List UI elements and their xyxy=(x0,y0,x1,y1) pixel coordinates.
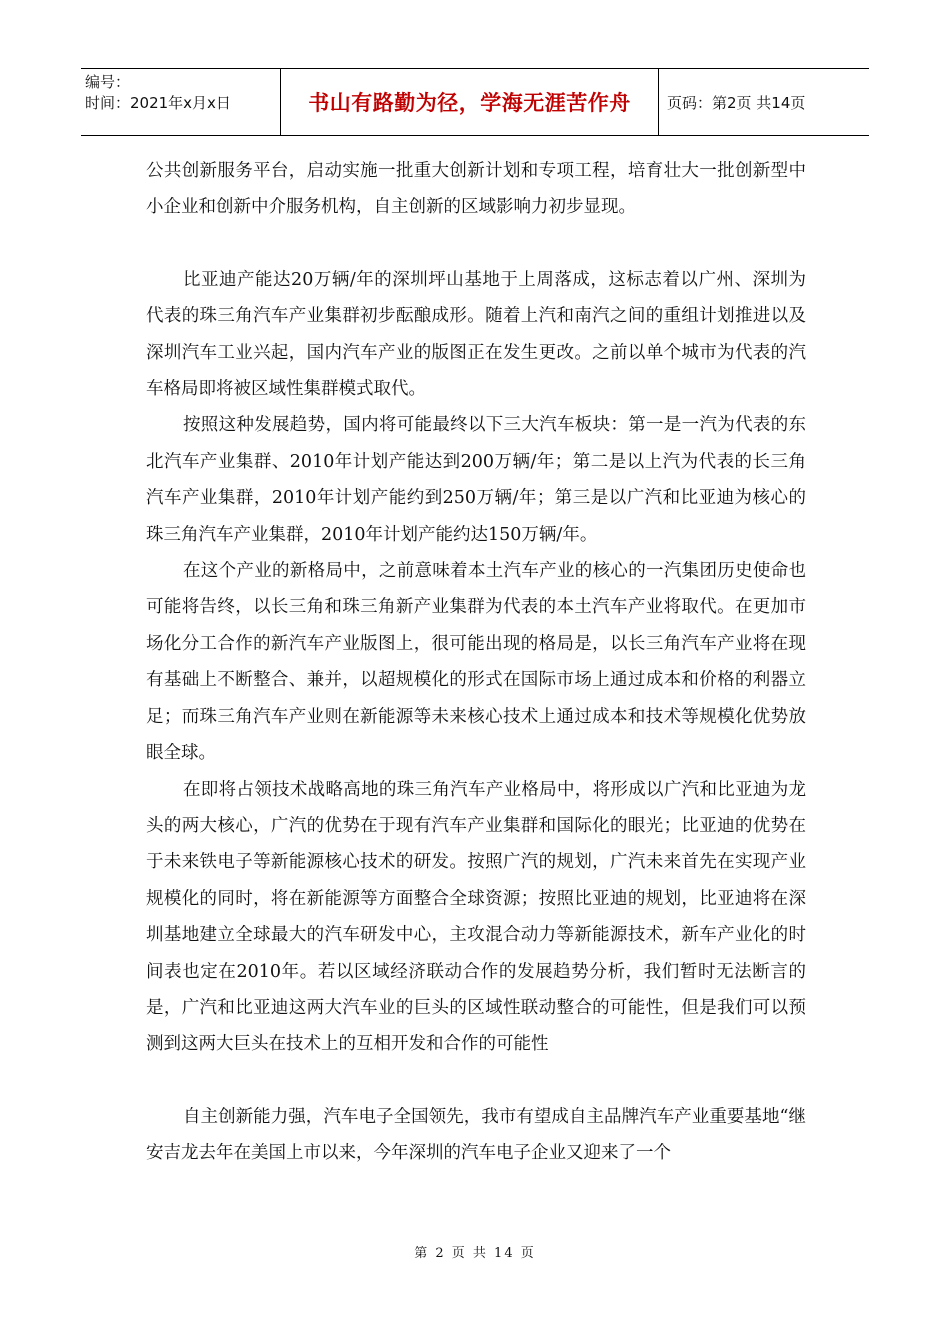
body-paragraph-1: 公共创新服务平台，启动实施一批重大创新计划和专项工程，培育壮大一批创新型中小企业和创新中介服务机构，自主创新的区域影响力初步显现。 xyxy=(146,161,806,218)
page-footer: 第 2 页 共 14 页 xyxy=(414,1246,536,1261)
header-meta-cell xyxy=(81,69,281,135)
document-date-label: 时间：2021年x月x日 xyxy=(85,94,231,112)
document-number-label: 编号： xyxy=(85,73,131,91)
body-paragraph-6: 自主创新能力强，汽车电子全国领先，我市有望成自主品牌汽车产业重要基地“继安吉龙去年在美国上市以来，今年深圳的汽车电子企业又迎来了一个 xyxy=(146,1106,806,1164)
document-body xyxy=(146,153,806,1172)
body-paragraph-2: 比亚迪产能达20万辆/年的深圳坪山基地于上周落成，这标志着以广州、深圳为代表的珠三角汽车产业集群初步酝酿成形。随着上汽和南汽之间的重组计划推进以及深圳汽车工业兴起，国内汽车产业的版图正在发生更改。之前以单个城市为代表的汽车格局即将被区域性集群模式取代。 xyxy=(146,269,806,400)
header-page-number: 页码：第2页 共14页 xyxy=(667,93,806,112)
page-header xyxy=(81,68,869,136)
body-paragraph-5: 在即将占领技术战略高地的珠三角汽车产业格局中，将形成以广汽和比亚迪为龙头的两大核心，广汽的优势在于现有汽车产业集群和国际化的眼光；比亚迪的优势在于未来铁电子等新能源核心技术的研发。按照广汽的规划，广汽未来首先在实现产业规模化的同时，将在新能源等方面整合全球资源；按照比亚迪的规划，比亚迪将在深圳基地建立全球最大的汽车研发中心，主攻混合动力等新能源技术，新车产业化的时间表也定在2010年。若以区域经济联动合作的发展趋势分析，我们暂时无法断言的是，广汽和比亚迪这两大汽车业的巨头的区域性联动整合的可能性，但是我们可以预测到这两大巨头在技术上的互相开发和合作的可能性 xyxy=(146,779,806,1055)
body-paragraph-4: 在这个产业的新格局中，之前意味着本土汽车产业的核心的一汽集团历史使命也可能将告终，以长三角和珠三角新产业集群为代表的本土汽车产业将取代。在更加市场化分工合作的新汽车产业版图上，很可能出现的格局是，以长三角汽车产业将在现有基础上不断整合、兼并，以超规模化的形式在国际市场上通过成本和价格的利器立足；而珠三角汽车产业则在新能源等未来核心技术上通过成本和技术等规模化优势放眼全球。 xyxy=(146,561,806,764)
header-motto: 书山有路勤为径，学海无涯苦作舟 xyxy=(281,69,659,135)
body-paragraph-3: 按照这种发展趋势，国内将可能最终以下三大汽车板块：第一是一汽为代表的东北汽车产业集群、2010年计划产能达到200万辆/年；第二是以上汽为代表的长三角汽车产业集群，2010年计划产能约到250万辆/年；第三是以广汽和比亚迪为核心的珠三角汽车产业集群，2010年计划产能约达150万辆/年。 xyxy=(146,415,806,545)
